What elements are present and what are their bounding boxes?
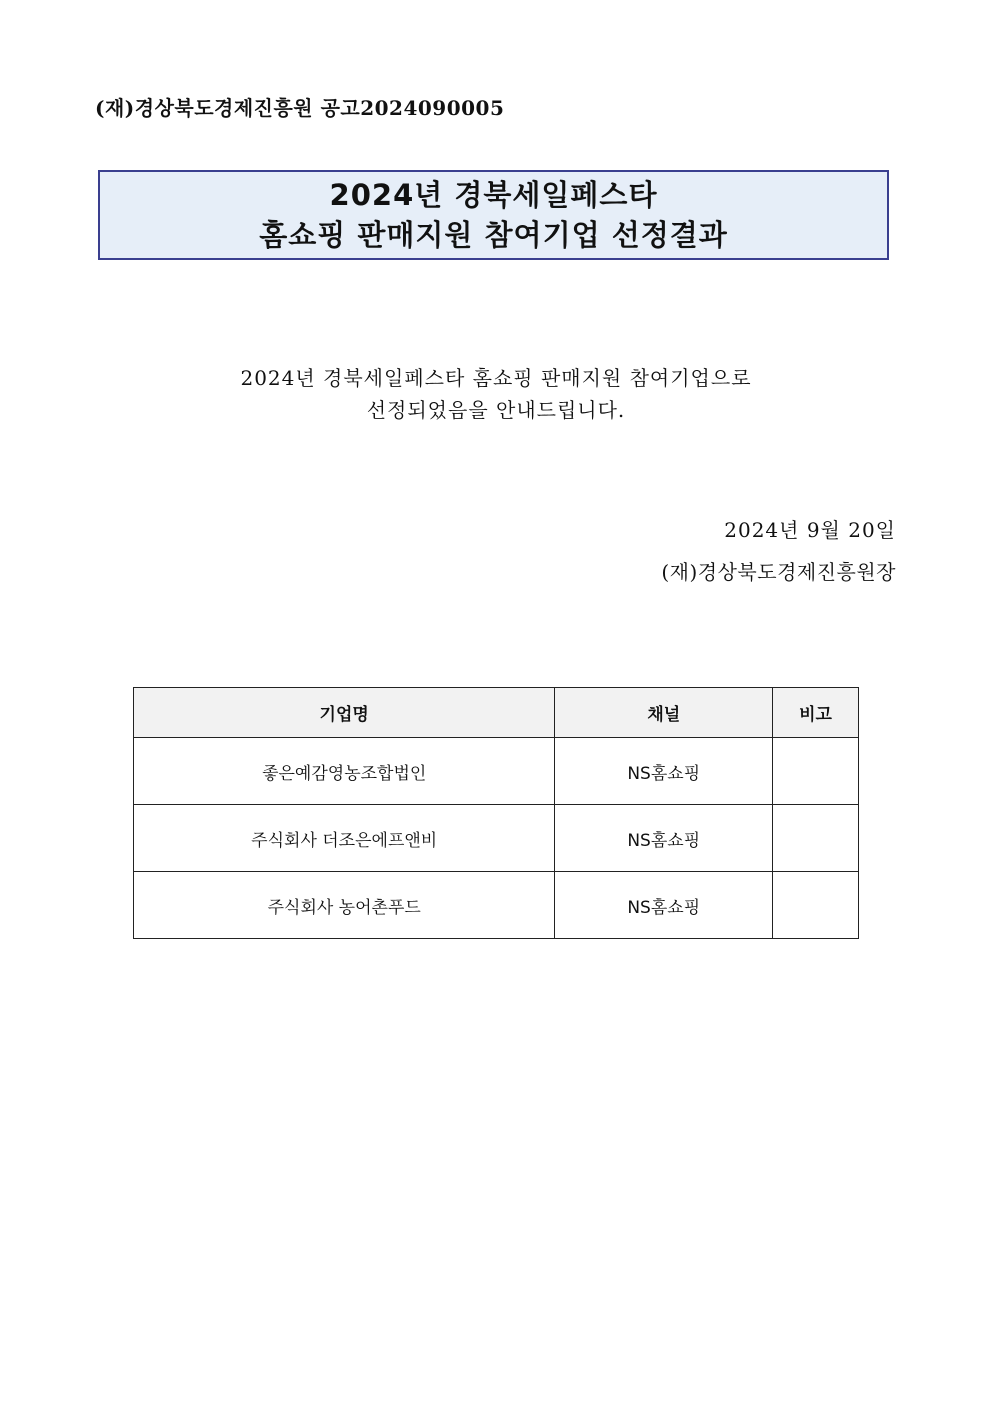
company-name-cell: 주식회사 농어촌푸드: [134, 872, 555, 939]
header-remarks: 비고: [773, 688, 859, 738]
table-header-row: [134, 688, 859, 738]
remarks-cell: [773, 805, 859, 872]
announcement-line-2: 선정되었음을 안내드립니다.: [366, 398, 626, 422]
table-row: [134, 805, 859, 872]
issuer-name: (재)경상북도경제진흥원장: [661, 560, 896, 584]
table-row: [134, 872, 859, 939]
header-company-name: 기업명: [134, 688, 555, 738]
selection-result-table: [133, 687, 859, 939]
title-box: [98, 170, 889, 260]
announcement-text: [0, 362, 992, 426]
announcement-date: 2024년 9월 20일: [724, 518, 896, 542]
announcement-line-1: 2024년 경북세일페스타 홈쇼핑 판매지원 참여기업으로: [240, 366, 752, 390]
title-line-1: 2024년 경북세일페스타: [329, 178, 658, 212]
company-name-cell: 주식회사 더조은에프앤비: [134, 805, 555, 872]
channel-cell: NS홈쇼핑: [555, 805, 773, 872]
remarks-cell: [773, 738, 859, 805]
channel-cell: NS홈쇼핑: [555, 872, 773, 939]
notice-number: (재)경상북도경제진흥원 공고2024090005: [95, 96, 505, 120]
header-channel: 채널: [555, 688, 773, 738]
company-name-cell: 좋은예감영농조합법인: [134, 738, 555, 805]
table-row: [134, 738, 859, 805]
title-line-2: 홈쇼핑 판매지원 참여기업 선정결과: [259, 218, 728, 252]
channel-cell: NS홈쇼핑: [555, 738, 773, 805]
remarks-cell: [773, 872, 859, 939]
